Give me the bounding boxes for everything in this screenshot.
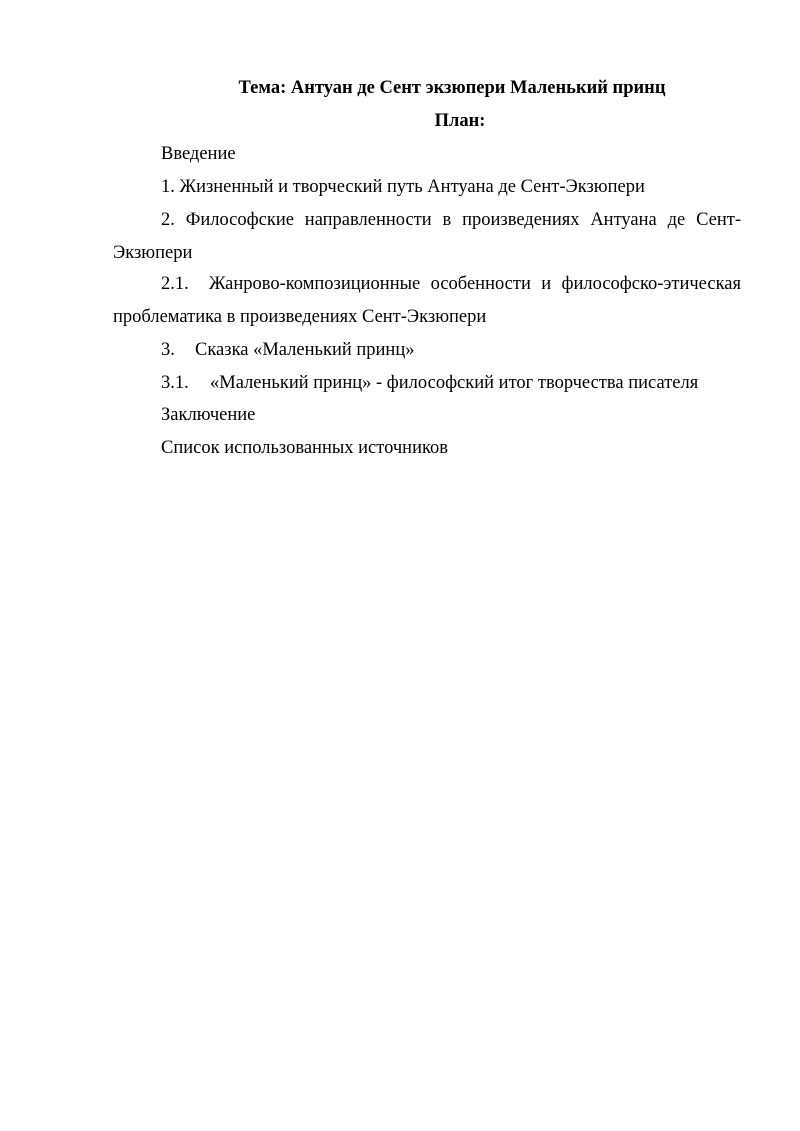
plan-item-2-1-number: 2.1.	[161, 274, 189, 294]
plan-item-1: 1. Жизненный и творческий путь Антуана де Сент-Экзюпери	[161, 177, 645, 197]
plan-heading: План:	[434, 111, 486, 131]
plan-item-3-1-number: 3.1.	[161, 373, 189, 393]
plan-item-conclusion: Заключение	[161, 405, 256, 425]
plan-item-3-1: «Маленький принц» - философский итог творчества писателя	[210, 373, 699, 393]
plan-item-2-1-line-1: Жанрово-композиционные особенности и философско-этическая	[209, 274, 741, 294]
plan-item-2-line-2: Экзюпери	[113, 243, 193, 263]
document-title: Тема: Антуан де Сент экзюпери Маленький принц	[238, 78, 666, 98]
plan-item-2-1-line-2: проблематика в произведениях Сент-Экзюпери	[113, 307, 487, 327]
plan-item-2-line-1: 2. Философские направленности в произведениях Антуана де Сент-	[161, 210, 741, 230]
plan-item-intro: Введение	[161, 144, 236, 164]
plan-item-sources: Список использованных источников	[161, 438, 449, 458]
plan-item-3: Сказка «Маленький принц»	[195, 340, 415, 360]
plan-item-3-number: 3.	[161, 340, 175, 360]
